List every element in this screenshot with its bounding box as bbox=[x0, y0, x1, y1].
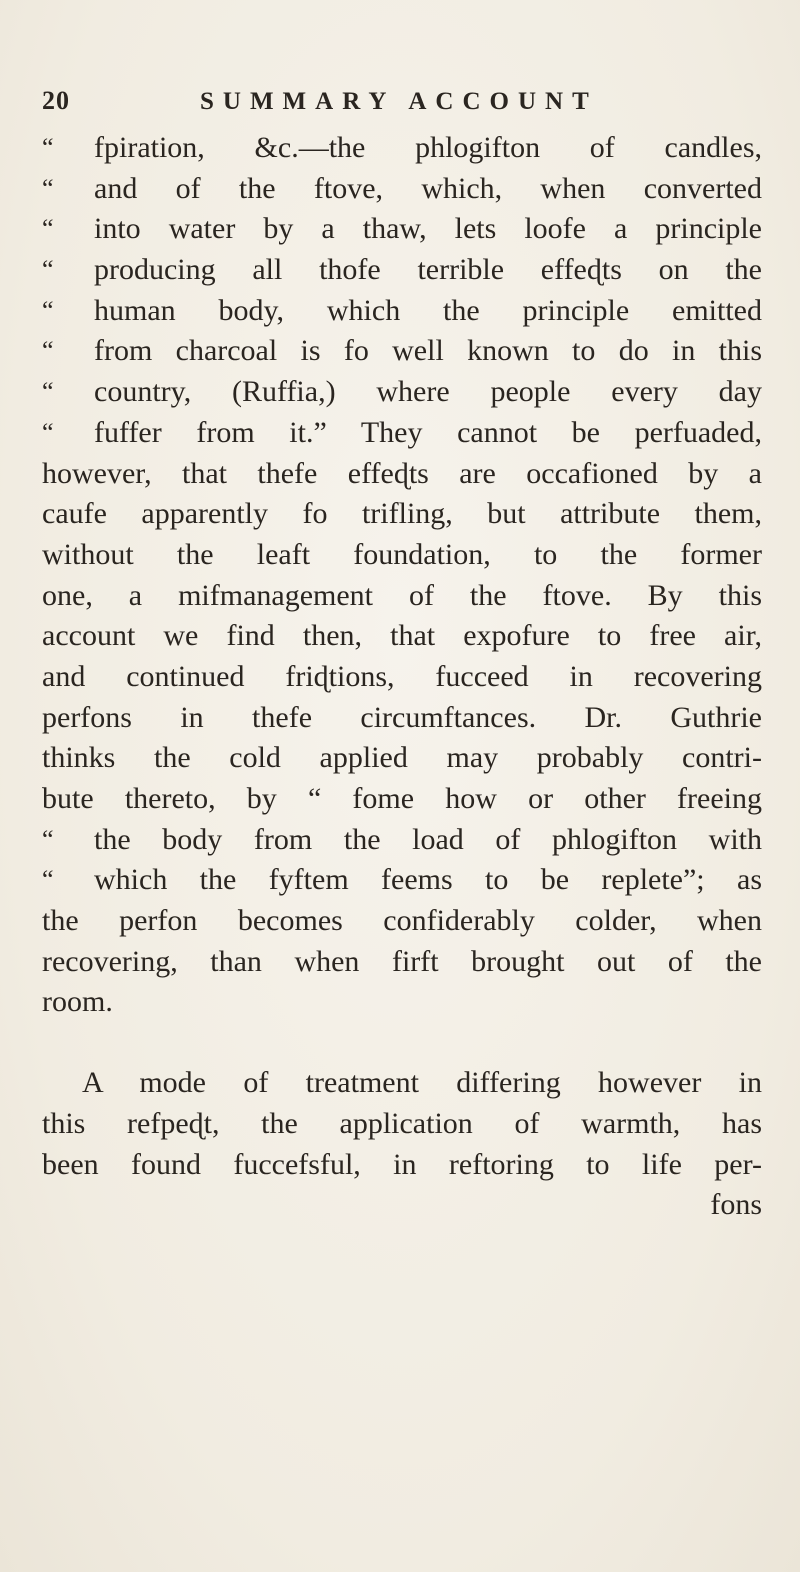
quote-mark: “ bbox=[42, 377, 54, 407]
text-line: bute thereto, by “ fome how or other freeing bbox=[42, 782, 762, 815]
quote-mark: “ bbox=[42, 824, 54, 854]
text-line: without the leaft foundation, to the former bbox=[42, 537, 762, 571]
text-line: one, a mifmanagement of the ftove. By this bbox=[42, 578, 762, 612]
text-line: been found fuccefsful, in reftoring to life per- bbox=[42, 1147, 762, 1181]
text-line: this refpeɖt, the application of warmth, has bbox=[42, 1106, 762, 1140]
quoted-line bbox=[42, 169, 762, 210]
quoted-line bbox=[42, 413, 762, 454]
quoted-text: fuffer from it.” They cannot be perfuaded, bbox=[94, 415, 762, 449]
text-line: recovering, than when firft brought out of the bbox=[42, 944, 762, 978]
text-line: caufe apparently fo trifling, but attribute them, bbox=[42, 497, 762, 531]
quote-mark: “ bbox=[42, 417, 54, 447]
quoted-line bbox=[42, 372, 762, 413]
page-header bbox=[42, 86, 762, 126]
body-text bbox=[42, 128, 762, 1226]
quoted-line bbox=[42, 820, 762, 861]
quoted-line bbox=[42, 331, 762, 372]
quoted-text: human body, which the principle emitted bbox=[94, 293, 762, 327]
quote-mark: “ bbox=[42, 255, 54, 285]
quoted-line bbox=[42, 250, 762, 291]
text-line: account we find then, that expofure to free air, bbox=[42, 619, 762, 653]
paragraph-gap bbox=[42, 1023, 762, 1063]
quoted-text: and of the ftove, which, when converted bbox=[94, 171, 762, 205]
text-line: and continued friɖtions, fucceed in recovering bbox=[42, 659, 762, 693]
catchword-line bbox=[42, 1185, 762, 1226]
quoted-text: producing all thofe terrible effeɖts on the bbox=[94, 253, 762, 287]
quote-mark: “ bbox=[42, 295, 54, 325]
quote-mark: “ bbox=[42, 214, 54, 244]
text-line: the perfon becomes confiderably colder, when bbox=[42, 904, 762, 938]
quoted-text: the body from the load of phlogifton with bbox=[94, 822, 762, 856]
quoted-text: from charcoal is fo well known to do in this bbox=[94, 334, 762, 368]
quoted-text: fpiration, &c.—the phlogifton of candles, bbox=[94, 131, 762, 164]
text-line: however, that thefe effeɖts are occafioned by a bbox=[42, 456, 762, 490]
text-line-indented: A mode of treatment differing however in bbox=[82, 1066, 762, 1100]
quoted-line bbox=[42, 128, 762, 169]
quote-mark: “ bbox=[42, 173, 54, 203]
quoted-line bbox=[42, 291, 762, 332]
page-number: 20 bbox=[42, 86, 70, 115]
text-line-last: room. bbox=[42, 985, 113, 1019]
quote-mark: “ bbox=[42, 133, 54, 162]
quoted-text: which the fyftem feems to be replete”; as bbox=[94, 863, 762, 897]
quoted-text: into water by a thaw, lets loofe a principle bbox=[94, 212, 762, 246]
text-line: perfons in thefe circumftances. Dr. Guthrie bbox=[42, 700, 762, 734]
quoted-text: country, (Ruffia,) where people every day bbox=[94, 375, 762, 409]
running-head: SUMMARY ACCOUNT bbox=[200, 88, 598, 115]
quote-mark: “ bbox=[42, 865, 54, 895]
text-line: thinks the cold applied may probably contri- bbox=[42, 741, 762, 775]
catchword: fons bbox=[710, 1188, 762, 1222]
quoted-line bbox=[42, 209, 762, 250]
quote-mark: “ bbox=[42, 336, 54, 366]
quoted-line bbox=[42, 860, 762, 901]
